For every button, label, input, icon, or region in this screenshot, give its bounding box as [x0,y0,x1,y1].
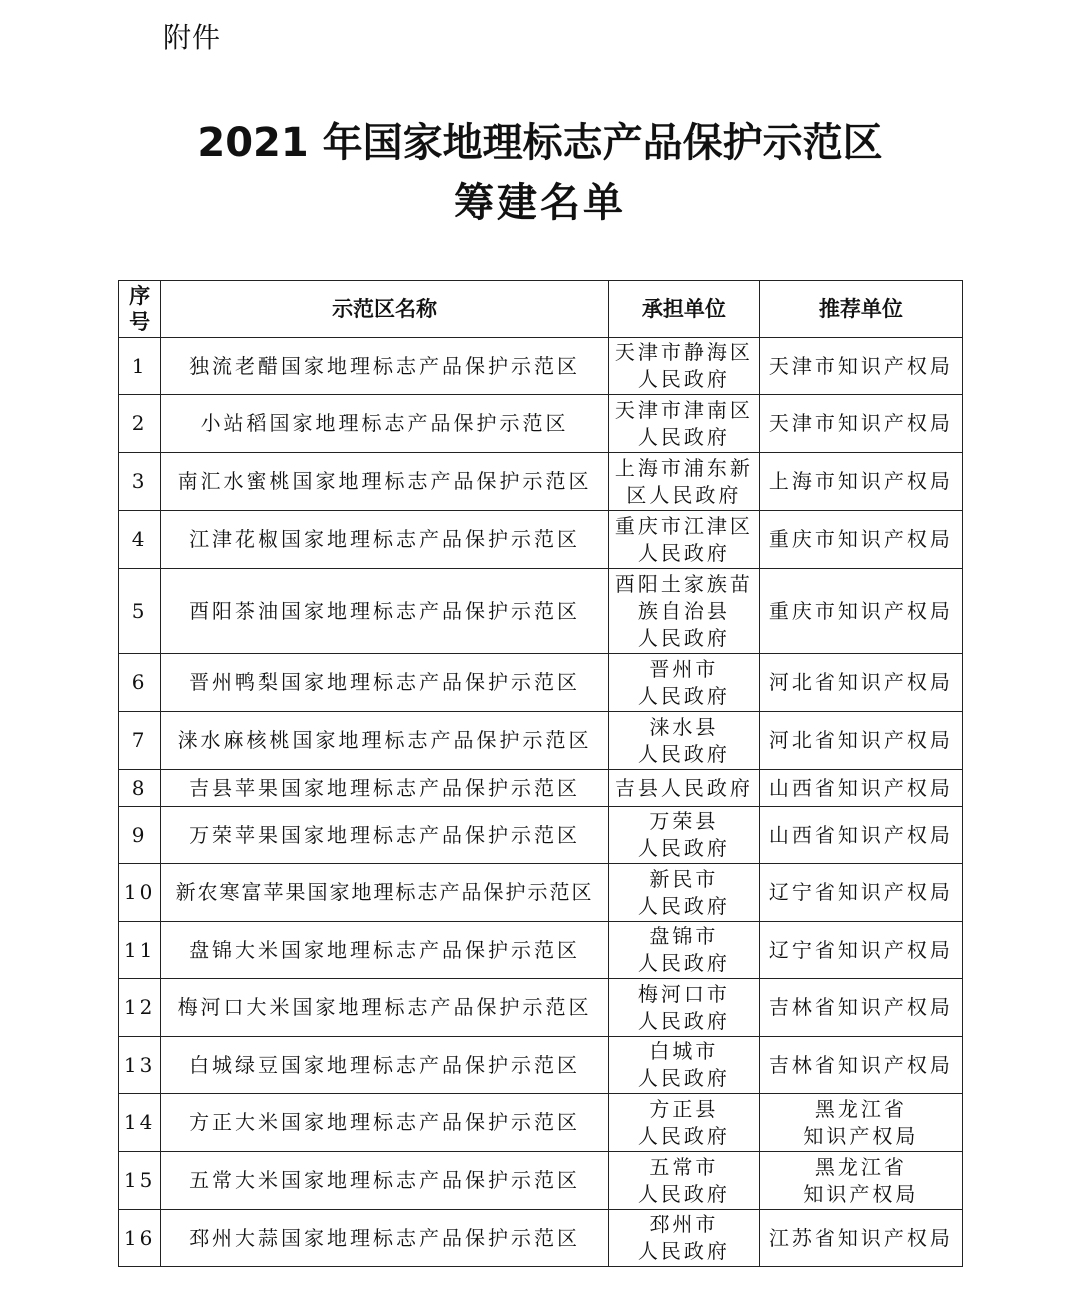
row-number: 7 [119,712,161,770]
zone-name: 江津花椒国家地理标志产品保护示范区 [161,511,609,569]
header-undertaker: 承担单位 [608,281,759,338]
recommender: 江苏省知识产权局 [759,1210,962,1267]
undertaker: 盘锦市 人民政府 [608,922,759,979]
table-row [119,453,963,511]
page-title: 2021 年国家地理标志产品保护示范区 [197,120,883,166]
row-number: 9 [119,807,161,864]
page-subtitle: 筹建名单 [454,180,626,226]
zone-name: 涞水麻核桃国家地理标志产品保护示范区 [161,712,609,770]
table-row [119,1037,963,1094]
recommender: 重庆市知识产权局 [759,511,962,569]
undertaker: 天津市津南区 人民政府 [608,395,759,453]
recommender: 山西省知识产权局 [759,770,962,807]
attachment-label: 附件 [163,21,222,54]
table-row [119,395,963,453]
table-row [119,979,963,1037]
zone-name: 南汇水蜜桃国家地理标志产品保护示范区 [161,453,609,511]
undertaker: 天津市静海区 人民政府 [608,338,759,395]
zone-name: 邳州大蒜国家地理标志产品保护示范区 [161,1210,609,1267]
row-number: 16 [119,1210,161,1267]
undertaker: 五常市 人民政府 [608,1152,759,1210]
undertaker: 重庆市江津区 人民政府 [608,511,759,569]
row-number: 6 [119,654,161,712]
demonstration-zone-table [118,280,963,1267]
zone-name: 五常大米国家地理标志产品保护示范区 [161,1152,609,1210]
undertaker: 邳州市 人民政府 [608,1210,759,1267]
recommender: 河北省知识产权局 [759,712,962,770]
row-number: 12 [119,979,161,1037]
row-number: 8 [119,770,161,807]
recommender: 重庆市知识产权局 [759,569,962,654]
undertaker: 酉阳土家族苗 族自治县 人民政府 [608,569,759,654]
table-row [119,1094,963,1152]
table-row [119,864,963,922]
undertaker: 吉县人民政府 [608,770,759,807]
undertaker: 梅河口市 人民政府 [608,979,759,1037]
zone-name: 万荣苹果国家地理标志产品保护示范区 [161,807,609,864]
header-seq: 序 号 [119,281,161,338]
row-number: 14 [119,1094,161,1152]
recommender: 吉林省知识产权局 [759,979,962,1037]
zone-name: 白城绿豆国家地理标志产品保护示范区 [161,1037,609,1094]
recommender: 黑龙江省 知识产权局 [759,1152,962,1210]
row-number: 15 [119,1152,161,1210]
table-row [119,922,963,979]
undertaker: 上海市浦东新 区人民政府 [608,453,759,511]
undertaker: 涞水县 人民政府 [608,712,759,770]
header-zone-name: 示范区名称 [161,281,609,338]
table-row [119,338,963,395]
zone-name: 酉阳茶油国家地理标志产品保护示范区 [161,569,609,654]
zone-name: 晋州鸭梨国家地理标志产品保护示范区 [161,654,609,712]
recommender: 河北省知识产权局 [759,654,962,712]
zone-name: 独流老醋国家地理标志产品保护示范区 [161,338,609,395]
row-number: 2 [119,395,161,453]
table-row [119,654,963,712]
recommender: 吉林省知识产权局 [759,1037,962,1094]
recommender: 天津市知识产权局 [759,338,962,395]
table-row [119,511,963,569]
table-row [119,1152,963,1210]
table-row [119,1210,963,1267]
row-number: 1 [119,338,161,395]
table-row [119,807,963,864]
table-header-row [119,281,963,338]
row-number: 10 [119,864,161,922]
undertaker: 白城市 人民政府 [608,1037,759,1094]
zone-name: 吉县苹果国家地理标志产品保护示范区 [161,770,609,807]
zone-name: 方正大米国家地理标志产品保护示范区 [161,1094,609,1152]
undertaker: 晋州市 人民政府 [608,654,759,712]
recommender: 天津市知识产权局 [759,395,962,453]
zone-name: 梅河口大米国家地理标志产品保护示范区 [161,979,609,1037]
recommender: 辽宁省知识产权局 [759,922,962,979]
row-number: 5 [119,569,161,654]
table-body [119,338,963,1267]
zone-name: 盘锦大米国家地理标志产品保护示范区 [161,922,609,979]
undertaker: 方正县 人民政府 [608,1094,759,1152]
header-recommender: 推荐单位 [759,281,962,338]
table-row [119,770,963,807]
row-number: 3 [119,453,161,511]
undertaker: 万荣县 人民政府 [608,807,759,864]
row-number: 11 [119,922,161,979]
recommender: 山西省知识产权局 [759,807,962,864]
recommender: 上海市知识产权局 [759,453,962,511]
row-number: 4 [119,511,161,569]
table-row [119,712,963,770]
zone-name: 小站稻国家地理标志产品保护示范区 [161,395,609,453]
table-row [119,569,963,654]
undertaker: 新民市 人民政府 [608,864,759,922]
recommender: 黑龙江省 知识产权局 [759,1094,962,1152]
recommender: 辽宁省知识产权局 [759,864,962,922]
row-number: 13 [119,1037,161,1094]
zone-name: 新农寒富苹果国家地理标志产品保护示范区 [161,864,609,922]
